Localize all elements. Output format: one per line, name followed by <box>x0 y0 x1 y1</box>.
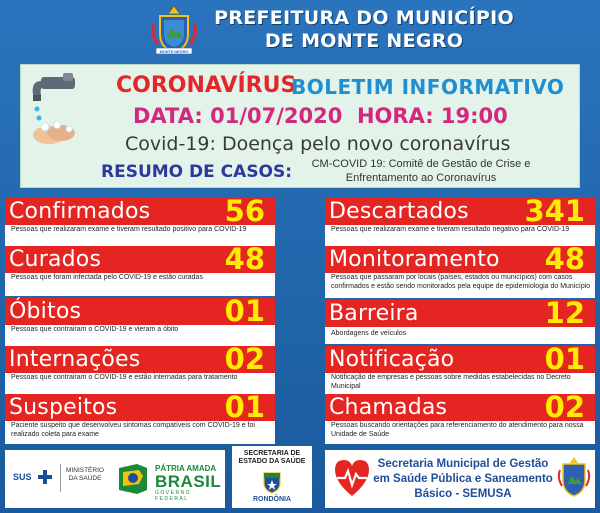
stat-label: Óbitos <box>9 299 82 324</box>
stat-value: 341 <box>524 194 585 228</box>
municipal-crest-icon <box>148 4 200 56</box>
patria-amada-flag-icon <box>117 464 151 494</box>
stat-description: Pessoas buscando orientações para referenciamento do atendimento para nossa Unidade de Saúde <box>331 422 584 438</box>
stat-description: Pessoas que realizaram exame e tiveram resultado negativo para COVID-19 <box>331 226 570 233</box>
crest-ribbon-text: MONTE NEGRO <box>159 49 189 54</box>
coronavirus-title: CORONAVÍRUS <box>116 73 297 98</box>
resumo-label: RESUMO DE CASOS: <box>101 162 293 182</box>
stat-description: Abordagens de veículos <box>331 330 407 337</box>
title-line-2: DE MONTE NEGRO <box>264 30 464 52</box>
federal-logos-panel <box>5 450 225 508</box>
stat-card-obitos <box>5 294 275 348</box>
stat-description: Pessoas que contrairam o COVID-19 e estão internadas para tratamento <box>11 374 238 381</box>
stat-label: Monitoramento <box>329 247 500 272</box>
page-title <box>214 7 514 53</box>
rondonia-text: RONDÔNIA <box>252 496 292 503</box>
stat-label: Curados <box>9 247 102 272</box>
sus-cross-icon <box>37 469 53 485</box>
stat-card-barreira <box>325 296 595 344</box>
stat-value: 48 <box>224 242 265 276</box>
bulletin-panel <box>20 64 580 188</box>
date-time-line: DATA: 01/07/2020 HORA: 19:00 <box>133 104 508 128</box>
stat-label: Descartados <box>329 199 469 224</box>
title-line-1: PREFEITURA DO MUNICÍPIO <box>214 7 514 29</box>
stat-value: 48 <box>544 242 585 276</box>
stat-card-monitoramento <box>325 242 595 298</box>
secretaria-estado-text: SECRETARIA DE ESTADO DA SAÚDE <box>238 450 306 465</box>
stat-card-internacoes <box>5 342 275 396</box>
stat-card-descartados <box>325 194 595 248</box>
stat-value: 02 <box>224 342 265 376</box>
heart-pulse-icon <box>333 456 371 500</box>
stat-card-confirmados <box>5 194 275 248</box>
rondonia-crest-icon <box>260 470 284 494</box>
stat-card-curados <box>5 242 275 296</box>
state-secretariat-panel <box>232 446 312 508</box>
stat-description: Notificação de empresas e pessoas sobre medidas estabelecidas no Decreto Municipal <box>331 374 571 390</box>
header <box>0 0 600 60</box>
ministerio-saude-text: MINISTÉRIO DA SAÚDE <box>66 467 104 482</box>
sus-logo-text: SUS <box>13 472 32 482</box>
stat-card-chamadas <box>325 390 595 444</box>
stat-card-suspeitos <box>5 390 275 444</box>
stat-label: Notificação <box>329 347 455 372</box>
semusa-panel <box>325 450 595 508</box>
semusa-title: Secretaria Municipal de Gestão em Saúde Pública e Saneamento Básico - SEMUSA <box>373 458 553 500</box>
stat-value: 01 <box>544 342 585 376</box>
stat-card-notificacao <box>325 342 595 396</box>
stat-description: Pessoas que foram infectada pelo COVID-19 e estão curadas <box>11 274 203 281</box>
stat-description: Pessoas que passaram por locais (países, estados ou municípios) com casos confirmados e estão sendo monitorados pela equipe de epidemiologia do Município <box>331 274 591 290</box>
boletim-title: BOLETIM INFORMATIVO <box>291 75 565 99</box>
governo-federal-text: GOVERNO FEDERAL <box>155 490 192 502</box>
stat-label: Confirmados <box>9 199 151 224</box>
stat-label: Chamadas <box>329 395 448 420</box>
divider <box>60 464 61 492</box>
stat-value: 01 <box>224 294 265 328</box>
stat-label: Suspeitos <box>9 395 118 420</box>
stat-value: 12 <box>544 296 585 330</box>
municipal-crest-small-icon <box>557 456 591 500</box>
stat-value: 56 <box>224 194 265 228</box>
stat-description: Pessoas que realizaram exame e tiveram resultado positivo para COVID-19 <box>11 226 247 233</box>
stat-description: Pessoas que contrairam o COVID-19 e vieram a óbito <box>11 326 179 333</box>
stat-value: 01 <box>224 390 265 424</box>
brasil-text: BRASIL <box>155 472 222 491</box>
stat-description: Paciente suspeito que desenvolveu sintomas compatíveis com COVID-19 e foi realizado coleta para exame <box>11 422 255 438</box>
patria-amada-text: PÁTRIA AMADA <box>155 464 217 473</box>
stat-label: Internações <box>9 347 141 372</box>
stat-value: 02 <box>544 390 585 424</box>
handwashing-faucet-icon <box>27 71 97 151</box>
covid-description: Covid-19: Doença pelo novo coronavírus <box>125 133 511 155</box>
committee-text: CM-COVID 19: Comitê de Gestão de Crise e Enfrentamento ao Coronavírus <box>311 158 531 184</box>
stat-label: Barreira <box>329 301 419 326</box>
